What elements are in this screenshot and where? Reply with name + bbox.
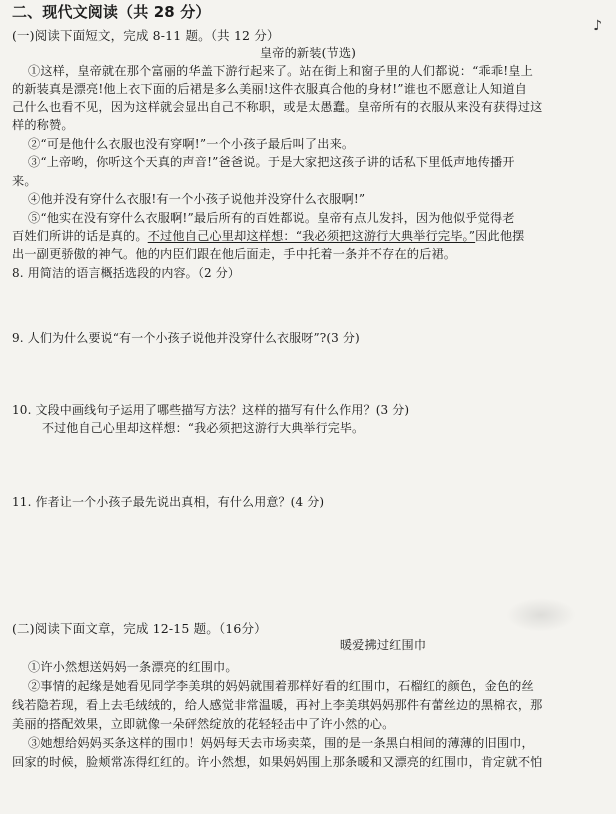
para-line: ④他并没有穿什么衣服!有一个小孩子说他并没穿什么衣服啊!” bbox=[28, 192, 366, 206]
para-line: 己什么也看不见，因为这样就会显出自己不称职，或是太愚蠢。皇帝所有的衣服从来没有获得过这 bbox=[12, 100, 543, 114]
part1-title: 皇帝的新装(节选) bbox=[259, 46, 357, 60]
part2-instruction: (二)阅读下面文章，完成 12-15 题。（16分） bbox=[12, 621, 267, 636]
para-text: 百姓们所讲的话是真的。 bbox=[12, 229, 148, 243]
question-10: 10. 文段中画线句子运用了哪些描写方法？这样的描写有什么作用？(3 分) bbox=[12, 403, 410, 417]
para-line: 的新装真是漂亮!他上衣下面的后裙是多么美丽!这件衣服真合他的身材!”谁也不愿意让人知道自 bbox=[12, 82, 528, 96]
para-line: ③“上帝哟，你听这个天真的声音!”爸爸说。于是大家把这孩子讲的话私下里低声地传播开 bbox=[28, 155, 515, 169]
question-8: 8. 用简洁的语言概括选段的内容。（2 分） bbox=[12, 266, 241, 280]
para-line: ③她想给妈妈买条这样的围巾！妈妈每天去市场卖菜，围的是一条黑白相间的薄薄的旧围巾， bbox=[28, 736, 534, 750]
para-line: ②事情的起缘是她看见同学李美琪的妈妈就围着那样好看的红围巾，石榴红的颜色，金色的丝 bbox=[28, 679, 534, 693]
question-11: 11. 作者让一个小孩子最先说出真相，有什么用意？(4 分) bbox=[12, 495, 325, 509]
para-line: 美丽的搭配效果，立即就像一朵砰然绽放的花轻轻击中了许小然的心。 bbox=[12, 717, 395, 731]
para-line: 来。 bbox=[12, 174, 37, 188]
para-line: 回家的时候，脸颊常冻得红红的。许小然想，如果妈妈围上那条暖和又漂亮的红围巾，肯定就不怕 bbox=[12, 755, 543, 769]
question-9: 9. 人们为什么要说“有一个小孩子说他并没穿什么衣服呀”?(3 分) bbox=[12, 331, 360, 345]
para-text: 因此他摆 bbox=[475, 229, 525, 243]
para-line: ①许小然想送妈妈一条漂亮的红围巾。 bbox=[28, 660, 238, 674]
part2-title: 暖爱拂过红围巾 bbox=[339, 638, 427, 652]
part1-instruction: (一)阅读下面短文，完成 8-11 题。（共 12 分） bbox=[12, 28, 280, 43]
para-line: 出一副更骄傲的神气。他的内臣们跟在他后面走，手中托着一条并不存在的后裙。 bbox=[12, 247, 457, 261]
section-heading: 二、现代文阅读（共 28 分） bbox=[12, 4, 211, 20]
para-line: 线若隐若现，看上去毛绒绒的，给人感觉非常温暖，再衬上李美琪妈妈那件有蕾丝边的黑棉衣，那 bbox=[12, 698, 543, 712]
scan-mark: ♪ bbox=[593, 18, 602, 34]
question-10-quote: 不过他自己心里却这样想：“我必须把这游行大典举行完毕。 bbox=[42, 421, 365, 435]
para-line: ②“可是他什么衣服也没有穿啊!”一个小孩子最后叫了出来。 bbox=[28, 137, 355, 151]
para-line: ①这样，皇帝就在那个富丽的华盖下游行起来了。站在街上和窗子里的人们都说：“乖乖!皇上 bbox=[28, 64, 533, 78]
para-line: ⑤“他实在没有穿什么衣服啊!”最后所有的百姓都说。皇帝有点儿发抖，因为他似乎觉得老 bbox=[28, 211, 515, 225]
para-line-with-underline bbox=[12, 228, 610, 244]
para-line: 样的称赞。 bbox=[12, 118, 74, 132]
underlined-sentence: 不过他自己心里却这样想：“我必须把这游行大典举行完毕。” bbox=[147, 229, 476, 243]
